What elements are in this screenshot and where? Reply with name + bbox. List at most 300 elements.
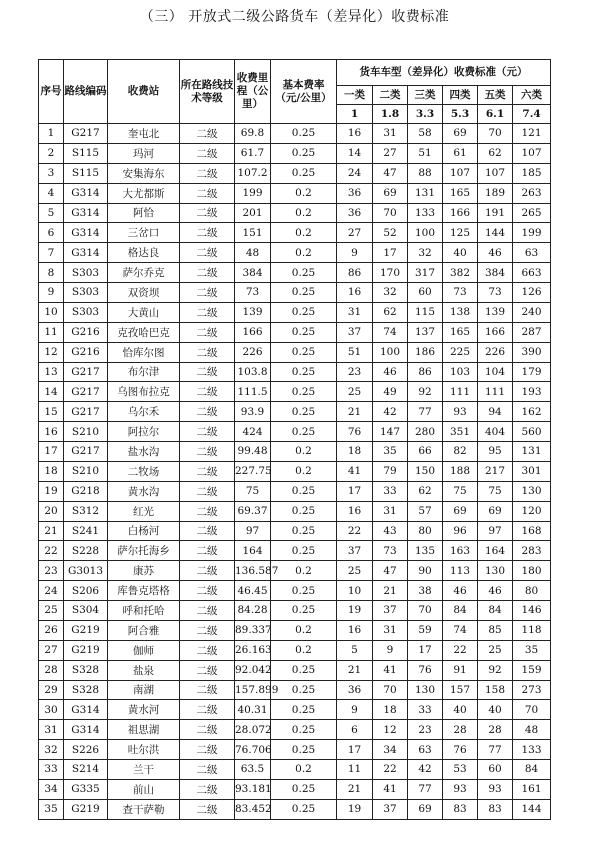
cell-fee-class-6: 390	[513, 342, 551, 362]
header-factor-6: 7.4	[513, 105, 551, 124]
cell-fee-class-5: 40	[478, 700, 513, 720]
cell-fee-class-1: 51	[337, 342, 373, 362]
cell-seq: 11	[39, 322, 64, 342]
cell-fee-class-1: 24	[337, 163, 373, 183]
cell-mileage: 73	[235, 283, 271, 303]
cell-route: G219	[64, 799, 108, 819]
cell-station: 呼和托哈	[108, 601, 180, 621]
cell-fee-class-4: 82	[443, 442, 478, 462]
cell-fee-class-3: 70	[408, 601, 443, 621]
cell-fee-class-3: 77	[408, 402, 443, 422]
cell-fee-class-5: 83	[478, 799, 513, 819]
cell-rate: 0.2	[271, 442, 337, 462]
cell-route: S210	[64, 422, 108, 442]
cell-fee-class-2: 70	[373, 680, 408, 700]
cell-route: G314	[64, 243, 108, 263]
cell-rate: 0.25	[271, 143, 337, 163]
cell-station: 南湖	[108, 680, 180, 700]
cell-grade: 二级	[180, 680, 235, 700]
cell-fee-class-3: 80	[408, 521, 443, 541]
cell-seq: 30	[39, 700, 64, 720]
cell-fee-class-3: 69	[408, 799, 443, 819]
cell-seq: 1	[39, 124, 64, 144]
table-row	[39, 163, 551, 183]
cell-fee-class-4: 61	[443, 143, 478, 163]
cell-mileage: 111.5	[235, 382, 271, 402]
cell-mileage: 75	[235, 481, 271, 501]
cell-fee-class-6: 283	[513, 541, 551, 561]
cell-seq: 6	[39, 223, 64, 243]
cell-fee-class-4: 382	[443, 263, 478, 283]
cell-mileage: 40.31	[235, 700, 271, 720]
cell-fee-class-6: 133	[513, 740, 551, 760]
cell-fee-class-6: 70	[513, 700, 551, 720]
header-class-group: 货车车型（差异化）收费标准（元）	[337, 60, 551, 86]
cell-fee-class-2: 34	[373, 740, 408, 760]
cell-seq: 2	[39, 143, 64, 163]
cell-fee-class-4: 93	[443, 402, 478, 422]
header-mileage: 收费里程（公里）	[235, 60, 271, 124]
table-row	[39, 521, 551, 541]
cell-route: S226	[64, 740, 108, 760]
table-row	[39, 243, 551, 263]
cell-mileage: 93.181	[235, 779, 271, 799]
cell-rate: 0.25	[271, 283, 337, 303]
cell-fee-class-5: 75	[478, 481, 513, 501]
cell-fee-class-5: 70	[478, 124, 513, 144]
cell-seq: 3	[39, 163, 64, 183]
header-class-2: 二类	[373, 86, 408, 105]
page-title: （三） 开放式二级公路货车（差异化）收费标准	[139, 9, 450, 25]
cell-rate: 0.25	[271, 601, 337, 621]
cell-route: S304	[64, 601, 108, 621]
cell-fee-class-5: 104	[478, 362, 513, 382]
cell-fee-class-3: 42	[408, 760, 443, 780]
cell-station: 祖思湖	[108, 720, 180, 740]
cell-fee-class-5: 94	[478, 402, 513, 422]
cell-fee-class-2: 46	[373, 362, 408, 382]
cell-station: 白杨河	[108, 521, 180, 541]
cell-fee-class-1: 21	[337, 779, 373, 799]
cell-fee-class-5: 62	[478, 143, 513, 163]
cell-mileage: 139	[235, 302, 271, 322]
cell-grade: 二级	[180, 461, 235, 481]
cell-fee-class-2: 31	[373, 620, 408, 640]
cell-route: S312	[64, 501, 108, 521]
cell-rate: 0.2	[271, 183, 337, 203]
cell-fee-class-1: 86	[337, 263, 373, 283]
cell-fee-class-2: 27	[373, 143, 408, 163]
cell-station: 红光	[108, 501, 180, 521]
cell-route: G335	[64, 779, 108, 799]
cell-fee-class-2: 31	[373, 501, 408, 521]
cell-fee-class-4: 28	[443, 720, 478, 740]
cell-route: S328	[64, 680, 108, 700]
cell-fee-class-3: 130	[408, 680, 443, 700]
cell-station: 盐水沟	[108, 442, 180, 462]
cell-station: 恰库尔图	[108, 342, 180, 362]
cell-fee-class-4: 188	[443, 461, 478, 481]
cell-fee-class-2: 41	[373, 660, 408, 680]
cell-fee-class-3: 17	[408, 640, 443, 660]
table-row	[39, 581, 551, 601]
cell-fee-class-5: 93	[478, 779, 513, 799]
cell-station: 布尔津	[108, 362, 180, 382]
cell-fee-class-3: 58	[408, 124, 443, 144]
cell-rate: 0.2	[271, 223, 337, 243]
cell-fee-class-1: 9	[337, 700, 373, 720]
cell-fee-class-4: 166	[443, 203, 478, 223]
cell-station: 双资坝	[108, 283, 180, 303]
table-row	[39, 799, 551, 819]
cell-seq: 13	[39, 362, 64, 382]
cell-seq: 35	[39, 799, 64, 819]
table-row	[39, 302, 551, 322]
cell-fee-class-5: 73	[478, 283, 513, 303]
cell-grade: 二级	[180, 521, 235, 541]
cell-grade: 二级	[180, 302, 235, 322]
cell-fee-class-5: 92	[478, 660, 513, 680]
cell-fee-class-6: 185	[513, 163, 551, 183]
cell-fee-class-4: 111	[443, 382, 478, 402]
cell-rate: 0.2	[271, 203, 337, 223]
cell-station: 玛河	[108, 143, 180, 163]
table-row	[39, 760, 551, 780]
cell-fee-class-3: 33	[408, 700, 443, 720]
header-seq: 序号	[39, 60, 64, 124]
cell-fee-class-2: 21	[373, 581, 408, 601]
cell-fee-class-5: 191	[478, 203, 513, 223]
cell-seq: 28	[39, 660, 64, 680]
cell-grade: 二级	[180, 402, 235, 422]
cell-seq: 4	[39, 183, 64, 203]
cell-fee-class-6: 144	[513, 799, 551, 819]
cell-fee-class-4: 91	[443, 660, 478, 680]
cell-grade: 二级	[180, 342, 235, 362]
cell-seq: 12	[39, 342, 64, 362]
cell-seq: 19	[39, 481, 64, 501]
table-row	[39, 541, 551, 561]
cell-fee-class-1: 21	[337, 402, 373, 422]
cell-seq: 33	[39, 760, 64, 780]
cell-fee-class-5: 95	[478, 442, 513, 462]
cell-route: G219	[64, 640, 108, 660]
cell-fee-class-5: 69	[478, 501, 513, 521]
cell-fee-class-3: 51	[408, 143, 443, 163]
table-row	[39, 720, 551, 740]
cell-fee-class-6: 168	[513, 521, 551, 541]
cell-fee-class-2: 47	[373, 163, 408, 183]
cell-mileage: 28.072	[235, 720, 271, 740]
cell-fee-class-6: 161	[513, 779, 551, 799]
cell-fee-class-4: 53	[443, 760, 478, 780]
cell-fee-class-1: 25	[337, 382, 373, 402]
cell-mileage: 93.9	[235, 402, 271, 422]
cell-seq: 27	[39, 640, 64, 660]
cell-fee-class-2: 74	[373, 322, 408, 342]
cell-mileage: 26.163	[235, 640, 271, 660]
table-row	[39, 362, 551, 382]
table-body	[39, 124, 551, 820]
cell-seq: 24	[39, 581, 64, 601]
cell-mileage: 227.75	[235, 461, 271, 481]
table-row	[39, 342, 551, 362]
cell-station: 二牧场	[108, 461, 180, 481]
cell-mileage: 384	[235, 263, 271, 283]
cell-fee-class-5: 60	[478, 760, 513, 780]
cell-rate: 0.2	[271, 561, 337, 581]
cell-station: 乌图布拉克	[108, 382, 180, 402]
cell-seq: 29	[39, 680, 64, 700]
table-row	[39, 640, 551, 660]
cell-fee-class-5: 84	[478, 601, 513, 621]
cell-fee-class-6: 48	[513, 720, 551, 740]
cell-fee-class-4: 157	[443, 680, 478, 700]
cell-rate: 0.25	[271, 302, 337, 322]
cell-fee-class-3: 62	[408, 481, 443, 501]
cell-seq: 9	[39, 283, 64, 303]
table-row	[39, 382, 551, 402]
cell-fee-class-4: 76	[443, 740, 478, 760]
cell-rate: 0.25	[271, 263, 337, 283]
cell-fee-class-4: 69	[443, 124, 478, 144]
cell-fee-class-6: 273	[513, 680, 551, 700]
cell-station: 阿拉尔	[108, 422, 180, 442]
cell-rate: 0.25	[271, 382, 337, 402]
cell-fee-class-2: 147	[373, 422, 408, 442]
cell-fee-class-5: 384	[478, 263, 513, 283]
cell-route: S228	[64, 541, 108, 561]
cell-fee-class-3: 76	[408, 660, 443, 680]
cell-fee-class-6: 121	[513, 124, 551, 144]
cell-route: S303	[64, 283, 108, 303]
cell-fee-class-3: 63	[408, 740, 443, 760]
cell-fee-class-3: 115	[408, 302, 443, 322]
cell-fee-class-2: 79	[373, 461, 408, 481]
cell-rate: 0.25	[271, 362, 337, 382]
header-class-4: 四类	[443, 86, 478, 105]
cell-fee-class-5: 46	[478, 581, 513, 601]
header-station: 收费站	[108, 60, 180, 124]
cell-route: S328	[64, 660, 108, 680]
cell-fee-class-5: 144	[478, 223, 513, 243]
cell-station: 奎屯北	[108, 124, 180, 144]
header-factor-5: 6.1	[478, 105, 513, 124]
cell-fee-class-3: 135	[408, 541, 443, 561]
cell-fee-class-4: 125	[443, 223, 478, 243]
cell-mileage: 164	[235, 541, 271, 561]
cell-fee-class-4: 40	[443, 243, 478, 263]
cell-mileage: 201	[235, 203, 271, 223]
cell-grade: 二级	[180, 183, 235, 203]
table-row	[39, 481, 551, 501]
cell-fee-class-1: 31	[337, 302, 373, 322]
cell-fee-class-2: 69	[373, 183, 408, 203]
cell-fee-class-6: 287	[513, 322, 551, 342]
cell-route: G314	[64, 183, 108, 203]
cell-grade: 二级	[180, 581, 235, 601]
header-factor-2: 1.8	[373, 105, 408, 124]
cell-fee-class-6: 159	[513, 660, 551, 680]
cell-mileage: 83.452	[235, 799, 271, 819]
cell-fee-class-2: 42	[373, 402, 408, 422]
cell-station: 兰干	[108, 760, 180, 780]
cell-mileage: 107.2	[235, 163, 271, 183]
cell-station: 三岔口	[108, 223, 180, 243]
cell-fee-class-6: 146	[513, 601, 551, 621]
cell-grade: 二级	[180, 442, 235, 462]
cell-fee-class-1: 25	[337, 561, 373, 581]
cell-fee-class-6: 120	[513, 501, 551, 521]
cell-fee-class-6: 663	[513, 263, 551, 283]
cell-fee-class-1: 36	[337, 203, 373, 223]
cell-fee-class-4: 103	[443, 362, 478, 382]
cell-station: 克孜哈巴克	[108, 322, 180, 342]
cell-seq: 15	[39, 402, 64, 422]
table-row	[39, 322, 551, 342]
cell-rate: 0.2	[271, 461, 337, 481]
cell-fee-class-2: 31	[373, 124, 408, 144]
cell-fee-class-6: 240	[513, 302, 551, 322]
cell-fee-class-1: 36	[337, 183, 373, 203]
cell-route: G217	[64, 362, 108, 382]
header-factor-4: 5.3	[443, 105, 478, 124]
header-class-3: 三类	[408, 86, 443, 105]
cell-fee-class-1: 16	[337, 283, 373, 303]
cell-grade: 二级	[180, 799, 235, 819]
cell-fee-class-1: 6	[337, 720, 373, 740]
cell-grade: 二级	[180, 501, 235, 521]
cell-rate: 0.25	[271, 720, 337, 740]
cell-mileage: 76.706	[235, 740, 271, 760]
cell-seq: 14	[39, 382, 64, 402]
cell-fee-class-4: 22	[443, 640, 478, 660]
cell-fee-class-1: 19	[337, 601, 373, 621]
cell-fee-class-2: 73	[373, 541, 408, 561]
cell-fee-class-1: 76	[337, 422, 373, 442]
table-row	[39, 660, 551, 680]
cell-rate: 0.25	[271, 740, 337, 760]
table-row	[39, 442, 551, 462]
cell-fee-class-2: 35	[373, 442, 408, 462]
cell-fee-class-3: 90	[408, 561, 443, 581]
cell-fee-class-3: 57	[408, 501, 443, 521]
cell-fee-class-1: 18	[337, 442, 373, 462]
table-row	[39, 501, 551, 521]
cell-fee-class-2: 32	[373, 283, 408, 303]
header-rate: 基本费率（元/公里）	[271, 60, 337, 124]
cell-fee-class-5: 77	[478, 740, 513, 760]
cell-mileage: 226	[235, 342, 271, 362]
cell-fee-class-1: 5	[337, 640, 373, 660]
cell-grade: 二级	[180, 640, 235, 660]
cell-fee-class-6: 118	[513, 620, 551, 640]
cell-fee-class-2: 41	[373, 779, 408, 799]
cell-seq: 10	[39, 302, 64, 322]
cell-fee-class-1: 16	[337, 620, 373, 640]
cell-rate: 0.25	[271, 342, 337, 362]
cell-grade: 二级	[180, 422, 235, 442]
cell-fee-class-4: 46	[443, 581, 478, 601]
cell-fee-class-6: 263	[513, 183, 551, 203]
cell-mileage: 151	[235, 223, 271, 243]
cell-grade: 二级	[180, 561, 235, 581]
cell-fee-class-1: 23	[337, 362, 373, 382]
cell-grade: 二级	[180, 362, 235, 382]
cell-seq: 32	[39, 740, 64, 760]
cell-fee-class-3: 137	[408, 322, 443, 342]
cell-grade: 二级	[180, 720, 235, 740]
cell-mileage: 63.5	[235, 760, 271, 780]
cell-route: G3013	[64, 561, 108, 581]
cell-fee-class-1: 37	[337, 322, 373, 342]
cell-station: 阿合雅	[108, 620, 180, 640]
cell-rate: 0.25	[271, 402, 337, 422]
cell-fee-class-3: 66	[408, 442, 443, 462]
cell-seq: 18	[39, 461, 64, 481]
header-class-6: 六类	[513, 86, 551, 105]
cell-station: 伽师	[108, 640, 180, 660]
cell-fee-class-3: 59	[408, 620, 443, 640]
cell-fee-class-3: 88	[408, 163, 443, 183]
cell-fee-class-4: 96	[443, 521, 478, 541]
table-row	[39, 740, 551, 760]
cell-fee-class-5: 164	[478, 541, 513, 561]
cell-mileage: 97	[235, 521, 271, 541]
cell-grade: 二级	[180, 124, 235, 144]
cell-fee-class-3: 317	[408, 263, 443, 283]
cell-fee-class-4: 83	[443, 799, 478, 819]
cell-fee-class-4: 107	[443, 163, 478, 183]
table-row	[39, 779, 551, 799]
cell-mileage: 92.042	[235, 660, 271, 680]
cell-seq: 23	[39, 561, 64, 581]
cell-rate: 0.25	[271, 541, 337, 561]
cell-fee-class-5: 85	[478, 620, 513, 640]
cell-mileage: 48	[235, 243, 271, 263]
cell-fee-class-4: 40	[443, 700, 478, 720]
cell-route: G217	[64, 124, 108, 144]
cell-fee-class-5: 217	[478, 461, 513, 481]
cell-rate: 0.25	[271, 501, 337, 521]
cell-mileage: 103.8	[235, 362, 271, 382]
cell-station: 黄水沟	[108, 481, 180, 501]
cell-fee-class-2: 9	[373, 640, 408, 660]
table-row	[39, 422, 551, 442]
cell-grade: 二级	[180, 263, 235, 283]
cell-rate: 0.25	[271, 481, 337, 501]
cell-fee-class-5: 139	[478, 302, 513, 322]
cell-station: 大黄山	[108, 302, 180, 322]
table-row	[39, 680, 551, 700]
cell-grade: 二级	[180, 322, 235, 342]
cell-grade: 二级	[180, 660, 235, 680]
cell-grade: 二级	[180, 700, 235, 720]
cell-rate: 0.25	[271, 163, 337, 183]
cell-seq: 22	[39, 541, 64, 561]
cell-rate: 0.25	[271, 680, 337, 700]
cell-fee-class-4: 225	[443, 342, 478, 362]
cell-fee-class-6: 180	[513, 561, 551, 581]
cell-fee-class-2: 49	[373, 382, 408, 402]
cell-route: S303	[64, 263, 108, 283]
table-row	[39, 263, 551, 283]
cell-station: 库鲁克塔格	[108, 581, 180, 601]
cell-station: 前山	[108, 779, 180, 799]
cell-grade: 二级	[180, 481, 235, 501]
cell-grade: 二级	[180, 163, 235, 183]
table-row	[39, 700, 551, 720]
